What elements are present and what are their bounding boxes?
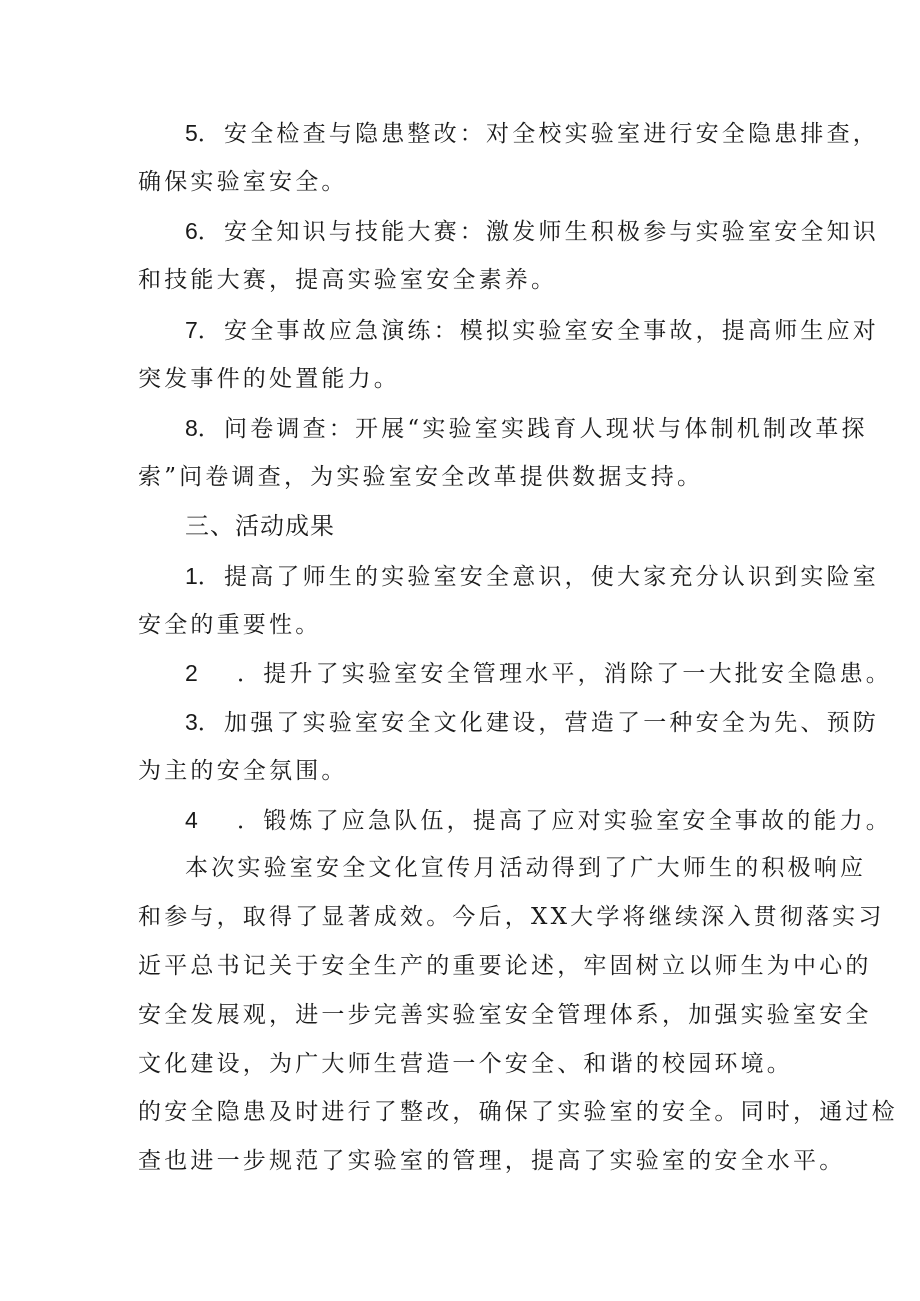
result-2-number: 2 xyxy=(185,660,198,686)
item-6-text: ．安全知识与技能大赛：激发师生积极参与实验室安全知识 xyxy=(197,219,879,245)
result-3-number: 3 xyxy=(185,709,198,735)
item-6-line-1 xyxy=(185,216,879,247)
result-2-line-1 xyxy=(185,658,892,689)
item-8-number: 8 xyxy=(185,415,198,441)
item-8-line-2: 索”问卷调查，为实验室安全改革提供数据支持。 xyxy=(138,464,704,490)
conclusion-line-3: 近平总书记关于安全生产的重要论述，牢固树立以师生为中心的 xyxy=(138,953,872,979)
result-1-line-2: 安全的重要性。 xyxy=(138,612,322,638)
result-1-number: 1 xyxy=(185,563,198,589)
result-3-line-2: 为主的安全氛围。 xyxy=(138,758,348,784)
result-4-text: ．锻炼了应急队伍，提高了应对实验室安全事故的能力。 xyxy=(237,808,892,834)
item-7-line-2: 突发事件的处置能力。 xyxy=(138,366,400,392)
item-7-line-1 xyxy=(185,315,879,346)
conclusion-line-1: 本次实验室安全文化宣传月活动得到了广大师生的积极响应 xyxy=(185,855,867,881)
item-8-text: ．问卷调查：开展“实验室实践育人现状与体制机制改革探 xyxy=(197,416,868,442)
result-3-line-1 xyxy=(185,707,879,738)
fragment-line-2: 查也进一步规范了实验室的管理，提高了实验室的安全水平。 xyxy=(138,1148,846,1174)
result-1-text: ．提高了师生的实验室安全意识，使大家充分认识到实险室 xyxy=(197,564,879,590)
item-5-line-2: 确保实验室安全。 xyxy=(138,169,348,195)
item-7-text: ．安全事故应急演练：模拟实验室安全事故，提高师生应对 xyxy=(197,318,879,344)
item-5-number: 5 xyxy=(185,120,198,146)
conclusion-line-2: 和参与，取得了显著成效。今后，XX大学将继续深入贯彻落实习 xyxy=(138,904,885,930)
item-5-text: ．安全检查与隐患整改：对全校实验室进行安全隐患排查， xyxy=(197,121,879,147)
item-7-number: 7 xyxy=(185,317,198,343)
item-5-line-1 xyxy=(185,118,879,149)
result-2-text: ．提升了实验室安全管理水平，消除了一大批安全隐患。 xyxy=(237,661,892,687)
item-8-line-1 xyxy=(185,413,868,444)
conclusion-line-4: 安全发展观，进一步完善实验室安全管理体系，加强实验室安全 xyxy=(138,1002,872,1028)
section-heading: 三、活动成果 xyxy=(185,512,335,540)
result-1-line-1 xyxy=(185,561,879,592)
item-6-line-2: 和技能大赛，提高实验室安全素养。 xyxy=(138,267,558,293)
conclusion-line-5: 文化建设，为广大师生营造一个安全、和谐的校园环境。 xyxy=(138,1051,793,1077)
fragment-line-1: 的安全隐患及时进行了整改，确保了实验室的安全。同时，通过检 xyxy=(138,1099,898,1125)
result-4-number: 4 xyxy=(185,807,198,833)
result-4-line-1 xyxy=(185,805,892,836)
item-6-number: 6 xyxy=(185,218,198,244)
result-3-text: ．加强了实验室安全文化建设，营造了一种安全为先、预防 xyxy=(197,710,879,736)
